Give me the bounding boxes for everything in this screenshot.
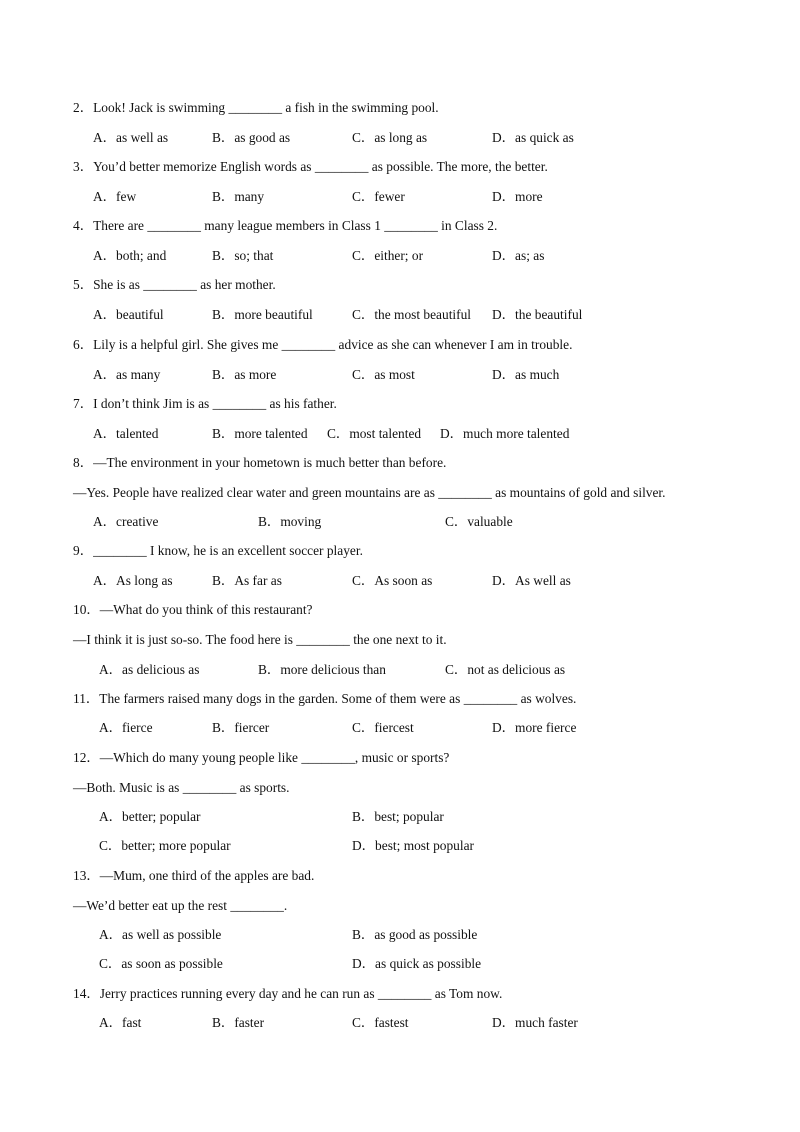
question-6-option-a: A．as many [93,367,161,382]
question-8-stem: 8．—The environment in your hometown is much better than before. [73,455,447,470]
question-13-stem: 13．—Mum, one third of the apples are bad. [73,868,315,883]
question-12-option-c: C．better; more popular [99,838,231,853]
question-3-option-b: B．many [212,189,265,204]
question-13-option-c: C．as soon as possible [99,956,223,971]
question-5-option-d: D．the beautiful [492,307,583,322]
question-11-option-c: C．fiercest [352,720,414,735]
question-5-stem: 5．She is as ________ as her mother. [73,277,276,292]
question-3-option-c: C．fewer [352,189,405,204]
question-3-option-a: A．few [93,189,137,204]
question-9-stem: 9．________ I know, he is an excellent soccer player. [73,543,363,558]
question-4-option-b: B．so; that [212,248,274,263]
question-10-option-b: B．more delicious than [258,662,386,677]
question-5-option-b: B．more beautiful [212,307,313,322]
question-7-option-d: D．much more talented [440,426,570,441]
question-14-option-c: C．fastest [352,1015,409,1030]
question-3-option-d: D．more [492,189,543,204]
question-9-option-a: A．As long as [93,573,173,588]
question-9-option-d: D．As well as [492,573,571,588]
question-10-option-c: C．not as delicious as [445,662,566,677]
question-3-stem: 3．You’d better memorize English words as ________ as possible. The more, the better. [73,159,548,174]
question-13-option-a: A．as well as possible [99,927,222,942]
question-8-reply: —Yes. People have realized clear water and green mountains are as ________ as mountains of gold and silver. [73,485,666,500]
question-5-option-c: C．the most beautiful [352,307,472,322]
question-14-option-b: B．faster [212,1015,265,1030]
question-9-option-c: C．As soon as [352,573,433,588]
question-12-reply: —Both. Music is as ________ as sports. [73,780,290,795]
question-2-option-b: B．as good as [212,130,291,145]
question-6-stem: 6．Lily is a helpful girl. She gives me ________ advice as she can whenever I am in trouble. [73,337,573,352]
question-13-option-d: D．as quick as possible [352,956,482,971]
question-2-stem: 2．Look! Jack is swimming ________ a fish in the swimming pool. [73,100,439,115]
question-11-option-d: D．more fierce [492,720,577,735]
question-6-option-c: C．as most [352,367,415,382]
question-10-stem: 10．—What do you think of this restaurant? [73,602,313,617]
question-7-stem: 7．I don’t think Jim is as ________ as his father. [73,396,337,411]
question-12-stem: 12．—Which do many young people like ________, music or sports? [73,750,450,765]
question-12-option-a: A．better; popular [99,809,201,824]
question-9-option-b: B．As far as [212,573,282,588]
question-8-option-a: A．creative [93,514,159,529]
question-13-option-b: B．as good as possible [352,927,478,942]
question-14-stem: 14．Jerry practices running every day and he can run as ________ as Tom now. [73,986,503,1001]
question-4-stem: 4．There are ________ many league members in Class 1 ________ in Class 2. [73,218,498,233]
question-2-option-c: C．as long as [352,130,428,145]
question-13-reply: —We’d better eat up the rest ________. [73,898,288,913]
question-14-option-d: D．much faster [492,1015,578,1030]
question-11-option-a: A．fierce [99,720,153,735]
question-2-option-a: A．as well as [93,130,169,145]
question-11-option-b: B．fiercer [212,720,270,735]
question-10-reply: —I think it is just so-so. The food here is ________ the one next to it. [73,632,447,647]
question-7-option-b: B．more talented [212,426,308,441]
question-6-option-b: B．as more [212,367,277,382]
question-14-option-a: A．fast [99,1015,142,1030]
question-10-option-a: A．as delicious as [99,662,200,677]
question-2-option-d: D．as quick as [492,130,574,145]
question-12-option-b: B．best; popular [352,809,444,824]
question-12-option-d: D．best; most popular [352,838,474,853]
question-4-option-c: C．either; or [352,248,424,263]
question-6-option-d: D．as much [492,367,560,382]
question-4-option-a: A．both; and [93,248,167,263]
question-8-option-c: C．valuable [445,514,513,529]
question-11-stem: 11．The farmers raised many dogs in the garden. Some of them were as ________ as wolves. [73,691,577,706]
question-5-option-a: A．beautiful [93,307,164,322]
question-8-option-b: B．moving [258,514,322,529]
question-4-option-d: D．as; as [492,248,545,263]
question-7-option-c: C．most talented [327,426,422,441]
question-7-option-a: A．talented [93,426,159,441]
